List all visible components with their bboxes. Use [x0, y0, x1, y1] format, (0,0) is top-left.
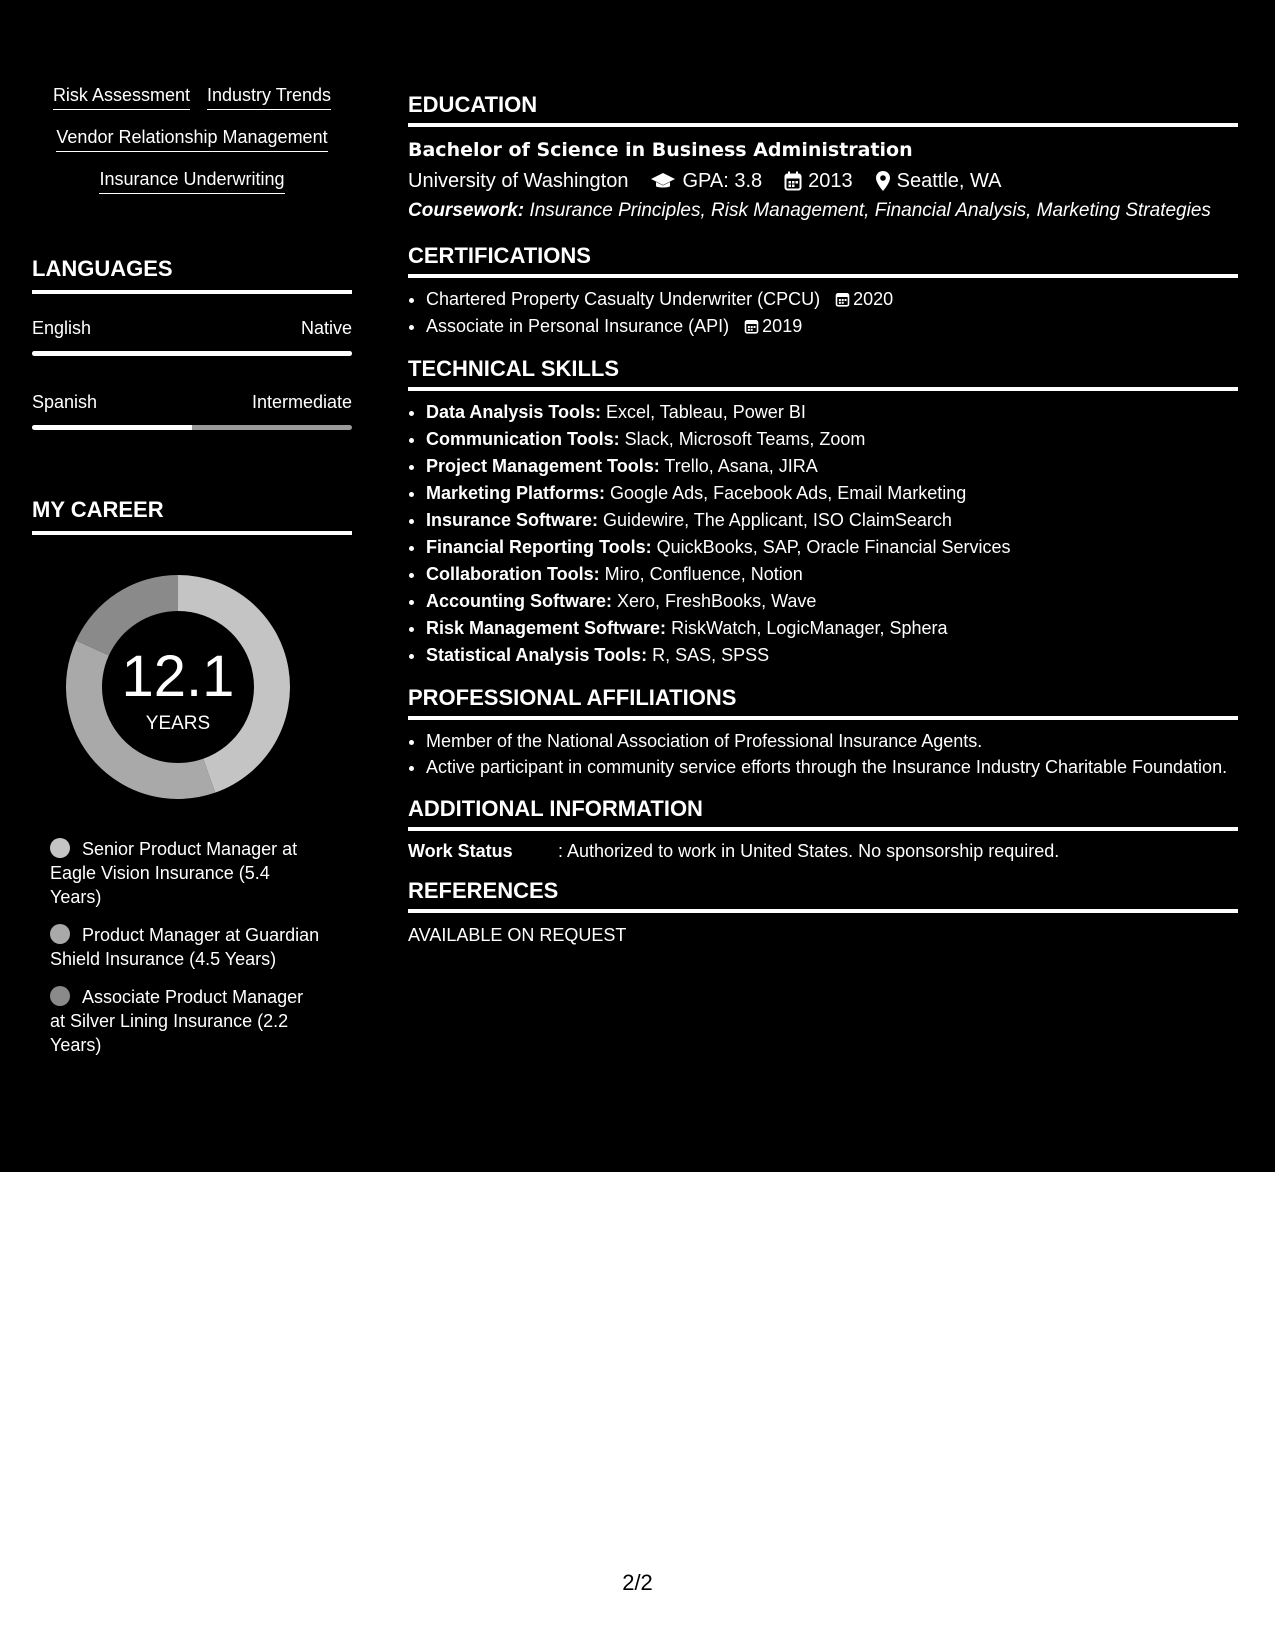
career-section: [32, 497, 352, 1055]
affiliations-heading: PROFESSIONAL AFFILIATIONS: [408, 685, 1238, 720]
additional-info-heading: ADDITIONAL INFORMATION: [408, 796, 1238, 831]
gpa: GPA: 3.8: [682, 170, 763, 192]
skill-values: QuickBooks, SAP, Oracle Financial Services: [651, 537, 1011, 557]
coursework-label: Coursework:: [408, 200, 525, 221]
language-proficiency-fill: [32, 351, 352, 356]
languages-heading: LANGUAGES: [32, 256, 352, 294]
career-donut-chart: [66, 575, 290, 799]
career-job-text: Senior Product Manager at Eagle Vision Insurance (5.4 Years): [50, 839, 298, 907]
skill-item: [426, 507, 1238, 534]
certification-name: Chartered Property Casualty Underwriter (CPCU): [426, 289, 821, 309]
skill-values: Excel, Tableau, Power BI: [601, 402, 806, 422]
skill-item: [426, 426, 1238, 453]
calendar-icon: [835, 291, 850, 307]
education-section: [408, 92, 1238, 223]
certifications-heading: CERTIFICATIONS: [408, 243, 1238, 278]
skill-item: [426, 642, 1238, 669]
skill-category: Project Management Tools:: [426, 456, 660, 476]
education-meta: [408, 167, 1238, 195]
skill-category: Financial Reporting Tools:: [426, 537, 652, 557]
language-name: Spanish: [32, 392, 98, 412]
skill-values: Trello, Asana, JIRA: [659, 456, 818, 476]
language-name: English: [32, 318, 92, 338]
skill-item: [426, 588, 1238, 615]
skill-category: Risk Management Software:: [426, 618, 667, 638]
language-proficiency-bar: [32, 351, 352, 356]
skill-values: Google Ads, Facebook Ads, Email Marketing: [605, 483, 967, 503]
additional-info-section: [408, 796, 1238, 862]
career-total-years: 12.1: [121, 644, 235, 709]
skill-category: Communication Tools:: [426, 429, 620, 449]
legend-dot-icon: [50, 986, 70, 1006]
skill-category: Collaboration Tools:: [426, 564, 600, 584]
affiliations-list: [408, 728, 1238, 780]
graduation-year: 2013: [808, 170, 853, 192]
career-job-text: Product Manager at Guardian Shield Insurance (4.5 Years): [50, 925, 320, 969]
affiliation-item: • Active participant in community service efforts through the Insurance Industry Charitable Foundation.: [426, 755, 1238, 780]
work-status-label: Work Status: [408, 841, 513, 861]
skill-values: Guidewire, The Applicant, ISO ClaimSearch: [598, 510, 952, 530]
career-job-text: Associate Product Manager at Silver Lining Insurance (2.2 Years): [50, 987, 304, 1055]
skill-values: Xero, FreshBooks, Wave: [612, 591, 817, 611]
skill-row: [32, 84, 352, 110]
work-status-row: [408, 841, 1238, 862]
skill-item: [426, 561, 1238, 588]
skill-item: [426, 480, 1238, 507]
legend-dot-icon: [50, 924, 70, 944]
legend-dot-icon: [50, 838, 70, 858]
skill-tag: Industry Trends: [207, 84, 331, 110]
certification-year: 2020: [853, 289, 894, 309]
certifications-list: [408, 286, 1238, 340]
calendar-icon: [744, 318, 759, 334]
affiliation-item: • Member of the National Association of Professional Insurance Agents.: [426, 728, 1238, 755]
location-pin-icon: [875, 170, 891, 192]
skill-category: Marketing Platforms:: [426, 483, 606, 503]
language-proficiency-fill: [32, 425, 192, 430]
right-column: [408, 92, 1238, 958]
career-job: [50, 923, 320, 971]
career-jobs-list: [50, 837, 320, 1071]
language-row: [32, 318, 352, 339]
graduation-cap-icon: [650, 171, 676, 191]
certifications-section: [408, 243, 1238, 340]
skill-row: [32, 168, 352, 194]
skill-item: [426, 453, 1238, 480]
technical-skills-section: [408, 356, 1238, 669]
certification-year: 2019: [762, 316, 803, 336]
donut-center: [66, 575, 290, 799]
languages-section: [32, 256, 352, 430]
technical-skills-heading: TECHNICAL SKILLS: [408, 356, 1238, 391]
references-text: AVAILABLE ON REQUEST: [408, 925, 627, 945]
career-job: [50, 985, 320, 1057]
skill-category: Statistical Analysis Tools:: [426, 645, 648, 665]
skill-values: Miro, Confluence, Notion: [599, 564, 803, 584]
career-years-unit: YEARS: [145, 713, 211, 734]
skill-item: [426, 399, 1238, 426]
references-section: [408, 878, 1238, 946]
skill-category: Accounting Software:: [426, 591, 613, 611]
skill-category: Insurance Software:: [426, 510, 599, 530]
language-row: [32, 392, 352, 413]
education-heading: EDUCATION: [408, 92, 1238, 127]
skill-row: [32, 126, 352, 152]
skill-tag: Risk Assessment: [53, 84, 190, 110]
skill-tag: Vendor Relationship Management: [56, 126, 327, 152]
affiliations-section: [408, 685, 1238, 780]
certification-item: [426, 313, 1238, 340]
school-name: University of Washington: [408, 170, 629, 192]
skill-item: [426, 615, 1238, 642]
skill-values: Slack, Microsoft Teams, Zoom: [619, 429, 866, 449]
page-number: 2/2: [622, 1570, 653, 1595]
education-location: Seattle, WA: [896, 170, 1002, 192]
skill-tag: Insurance Underwriting: [99, 168, 284, 194]
skill-item: [426, 534, 1238, 561]
language-level: Native: [300, 318, 352, 338]
language-proficiency-bar: [32, 425, 352, 430]
coursework-list: Insurance Principles, Risk Management, Financial Analysis, Marketing Strategies: [524, 200, 1211, 221]
references-heading: REFERENCES: [408, 878, 1238, 913]
certification-name: Associate in Personal Insurance (API): [426, 316, 730, 336]
work-status-value: : Authorized to work in United States. No sponsorship required.: [558, 841, 1060, 861]
technical-skills-list: [408, 399, 1238, 669]
skill-values: R, SAS, SPSS: [647, 645, 770, 665]
certification-item: [426, 286, 1238, 313]
skill-values: RiskWatch, LogicManager, Sphera: [666, 618, 948, 638]
language-level: Intermediate: [251, 392, 352, 412]
career-job: [50, 837, 320, 909]
calendar-icon: [784, 171, 802, 191]
career-heading: MY CAREER: [32, 497, 352, 535]
skills-tags: [32, 84, 352, 210]
coursework: [408, 199, 1238, 223]
skill-category: Data Analysis Tools:: [426, 402, 602, 422]
degree-title: Bachelor of Science in Business Administration: [408, 139, 913, 161]
